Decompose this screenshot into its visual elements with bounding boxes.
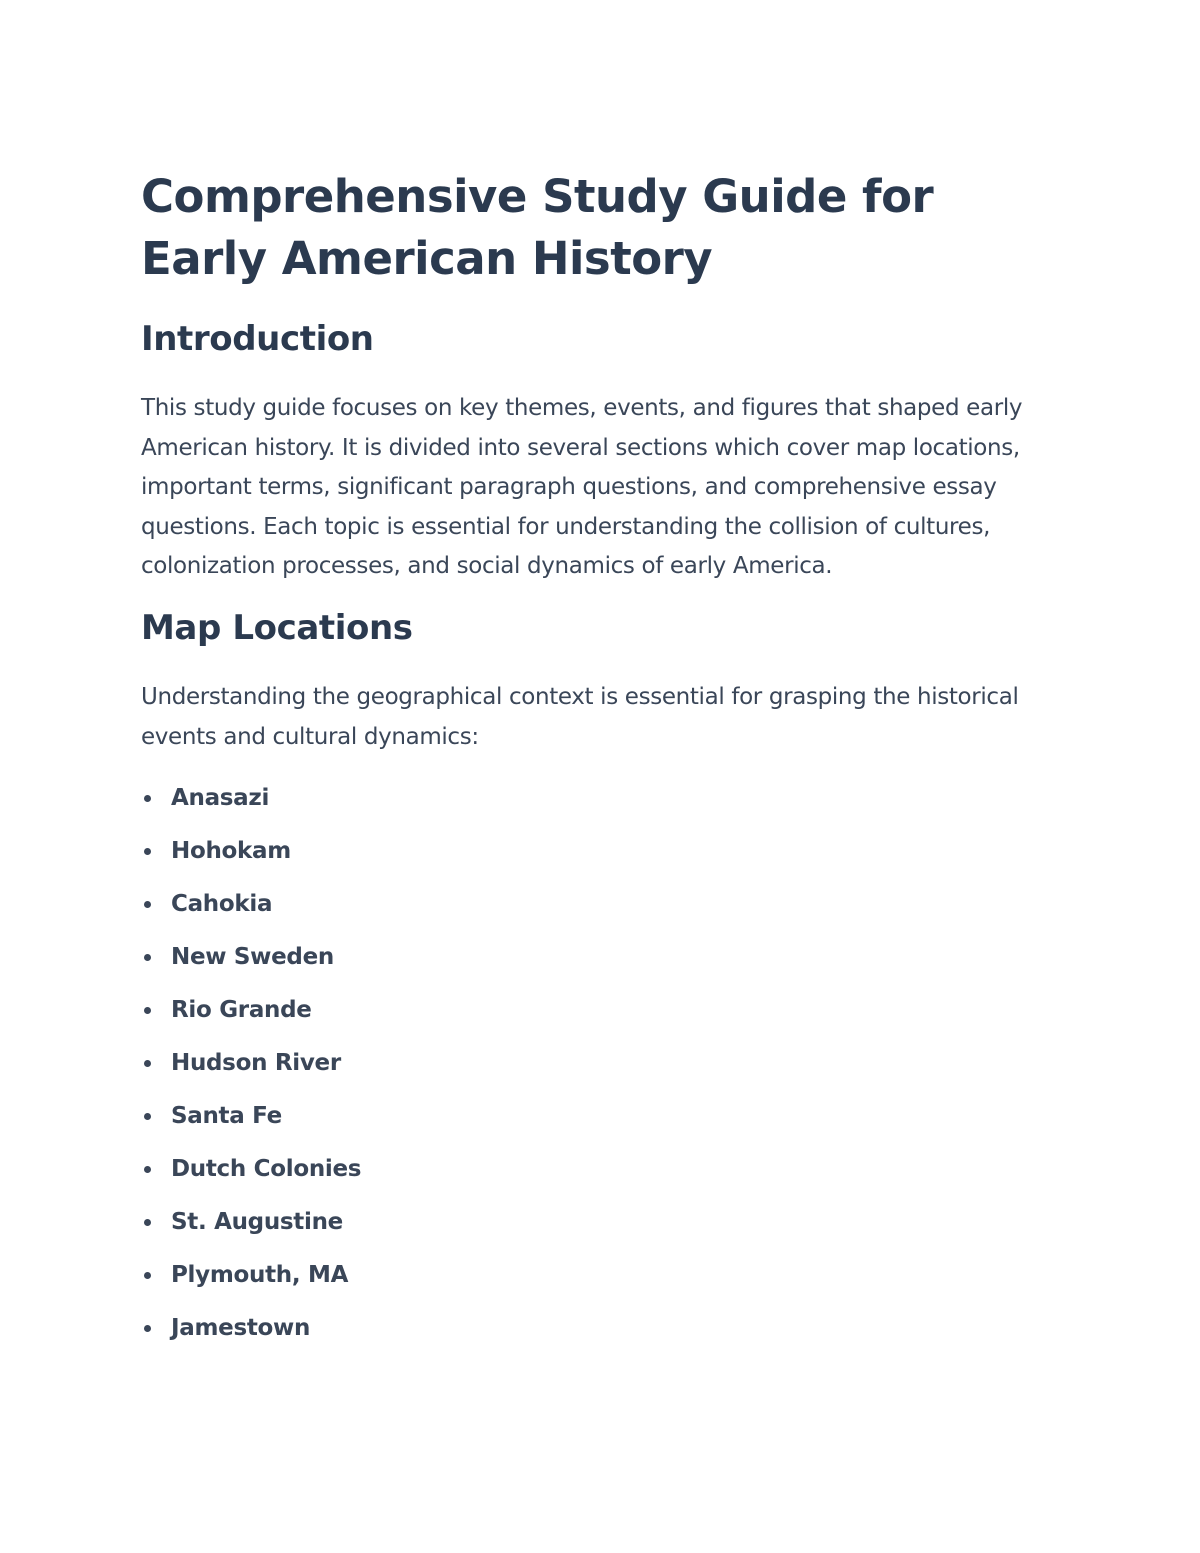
map-locations-list [141, 772, 1061, 1355]
list-item-label: Hohokam [171, 838, 291, 865]
list-item [141, 1037, 1061, 1090]
list-item-label: New Sweden [171, 944, 334, 971]
bullet-icon [144, 901, 151, 908]
bullet-icon [144, 848, 151, 855]
bullet-icon [144, 1219, 151, 1226]
list-item-label: Dutch Colonies [171, 1156, 362, 1183]
list-item-label: Cahokia [171, 891, 273, 918]
list-item-label: Anasazi [171, 785, 270, 812]
document-page [141, 166, 1061, 1355]
list-item-label: Hudson River [171, 1050, 341, 1077]
list-item [141, 984, 1061, 1037]
map-locations-paragraph: Understanding the geographical context is essential for grasping the historical events and cultural dynamics: [141, 683, 1019, 750]
list-item [141, 825, 1061, 878]
bullet-icon [144, 954, 151, 961]
list-item [141, 1249, 1061, 1302]
bullet-icon [144, 1060, 151, 1067]
bullet-icon [144, 1325, 151, 1332]
list-item [141, 1196, 1061, 1249]
list-item [141, 1302, 1061, 1355]
list-item [141, 772, 1061, 825]
map-locations-heading: Map Locations [141, 607, 413, 648]
list-item-label: St. Augustine [171, 1209, 343, 1236]
list-item-label: Jamestown [171, 1315, 311, 1342]
list-item [141, 1143, 1061, 1196]
introduction-heading: Introduction [141, 319, 374, 359]
bullet-icon [144, 1272, 151, 1279]
list-item-label: Santa Fe [171, 1103, 282, 1130]
bullet-icon [144, 1166, 151, 1173]
list-item-label: Plymouth, MA [171, 1262, 349, 1289]
list-item [141, 1090, 1061, 1143]
list-item-label: Rio Grande [171, 997, 312, 1024]
bullet-icon [144, 1007, 151, 1014]
bullet-icon [144, 795, 151, 802]
list-item [141, 878, 1061, 931]
bullet-icon [144, 1113, 151, 1120]
list-item [141, 931, 1061, 984]
document-title: Comprehensive Study Guide for Early American History [141, 170, 934, 285]
introduction-paragraph: This study guide focuses on key themes, events, and figures that shaped early American history. It is divided into several sections which cover map locations, important terms, significant paragraph questions, and comprehensive essay questions. Each topic is essential for understanding the collision of cultures, colonization processes, and social dynamics of early America. [141, 395, 1023, 580]
